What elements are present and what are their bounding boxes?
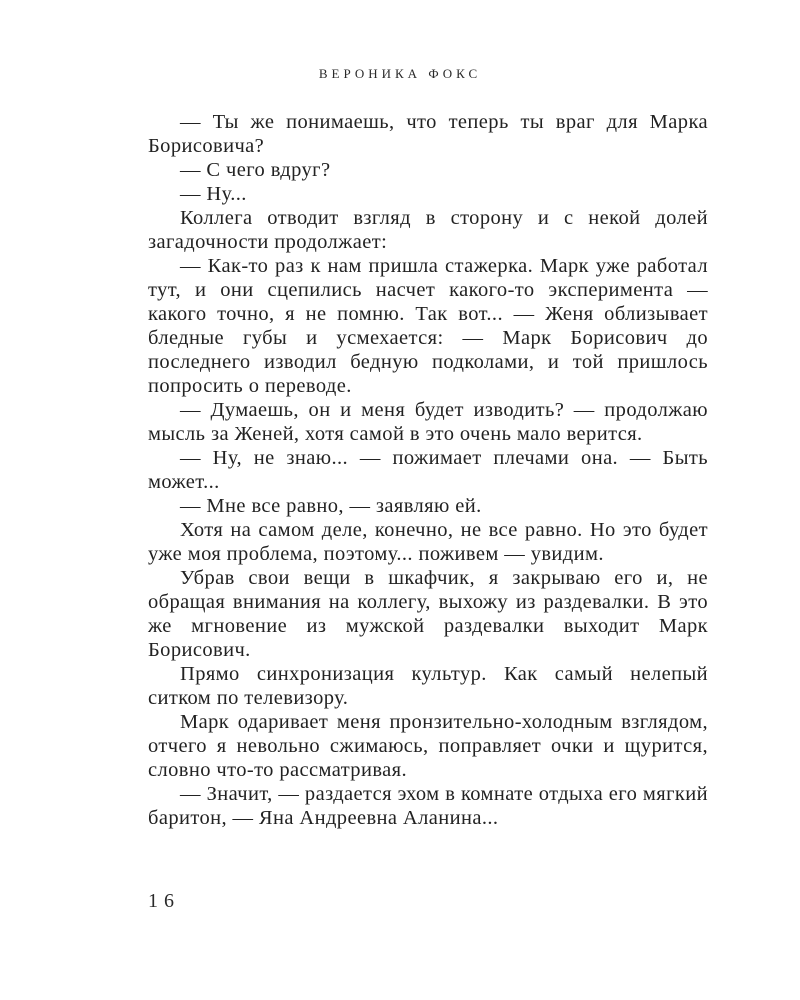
body-text <box>148 110 708 830</box>
paragraph: — Как-то раз к нам пришла стажерка. Марк уже работал тут, и они сцепились насчет какого-то эксперимента — какого точно, я не помню. Так вот... — Женя облизывает бледные губы и усмехается: — Марк Борисович до последнего изводил бедную подколами, и той пришлось попросить о переводе. <box>148 255 708 397</box>
paragraph: — Мне все равно, — заявляю ей. <box>180 495 482 517</box>
paragraph: Прямо синхронизация культур. Как самый нелепый ситком по телевизору. <box>148 663 708 709</box>
paragraph: — Ну, не знаю... — пожимает плечами она. — Быть может... <box>148 447 708 493</box>
running-header-author: ВЕРОНИКА ФОКС <box>318 66 482 81</box>
paragraph: — Думаешь, он и меня будет изводить? — продолжаю мысль за Женей, хотя самой в это очень мало верится. <box>148 399 708 445</box>
page-number: 16 <box>148 890 180 912</box>
paragraph: — Значит, — раздается эхом в комнате отдыха его мягкий баритон, — Яна Андреевна Аланина... <box>148 783 708 829</box>
paragraph: Коллега отводит взгляд в сторону и с некой долей загадочности продолжает: <box>148 207 708 253</box>
paragraph: Хотя на самом деле, конечно, не все равно. Но это будет уже моя проблема, поэтому... поживем — увидим. <box>148 519 708 565</box>
paragraph: — Ну... <box>180 183 247 205</box>
paragraph: Марк одаривает меня пронзительно-холодным взглядом, отчего я невольно сжимаюсь, поправляет очки и щурится, словно что-то рассматривая. <box>148 711 708 781</box>
paragraph: — С чего вдруг? <box>180 159 331 181</box>
paragraph: Убрав свои вещи в шкафчик, я закрываю его и, не обращая внимания на коллегу, выхожу из раздевалки. В это же мгновение из мужской раздевалки выходит Марк Борисович. <box>148 567 708 661</box>
paragraph: — Ты же понимаешь, что теперь ты враг для Марка Борисовича? <box>148 111 708 157</box>
